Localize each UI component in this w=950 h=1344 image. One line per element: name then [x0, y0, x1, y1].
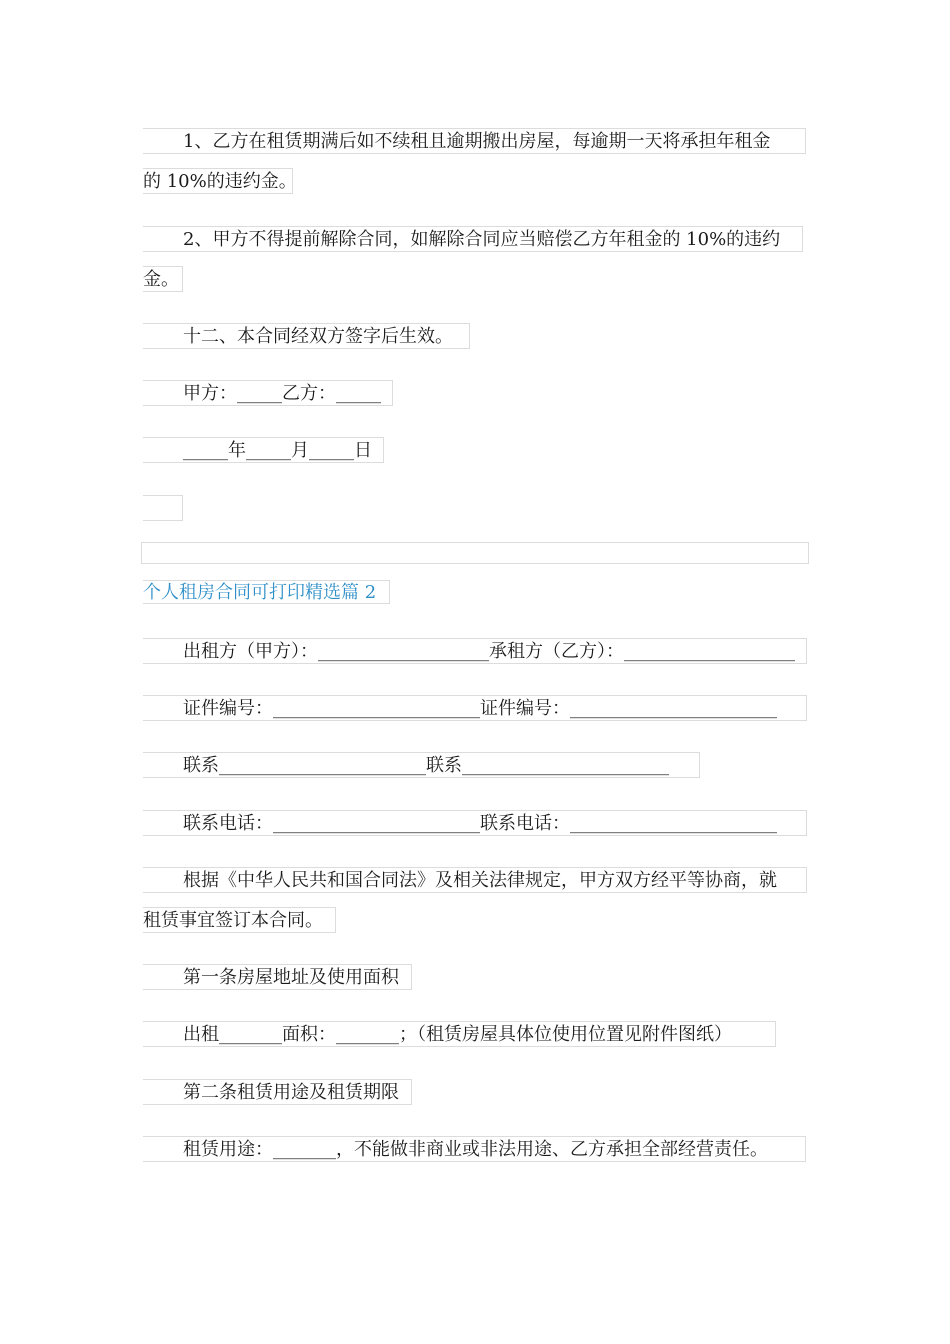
clause-11-1-line-2: 的 10%的违约金。 — [143, 168, 293, 194]
parties-line: 出租方（甲方）：___________________承租方（乙方）：___________________ — [143, 638, 807, 664]
article-1-heading: 第一条房屋地址及使用面积 — [143, 964, 412, 990]
rental-area-line: 出租_______面积：_______；（租赁房屋具体位使用位置见附件图纸） — [143, 1021, 776, 1047]
clause-11-2-line-1: 2、甲方不得提前解除合同，如解除合同应当赔偿乙方年租金的 10%的违约 — [143, 226, 803, 252]
rental-use-line: 租赁用途：_______，不能做非商业或非法用途、乙方承担全部经营责任。 — [143, 1136, 806, 1162]
phone-line: 联系电话：_______________________联系电话：_______________________ — [143, 810, 807, 836]
clause-11-2-line-2: 金。 — [143, 266, 183, 292]
preamble-line-2: 租赁事宜签订本合同。 — [143, 907, 336, 933]
date-line: _____年_____月_____日 — [143, 437, 384, 463]
clause-11-1-line-1: 1、乙方在租赁期满后如不续租且逾期搬出房屋，每逾期一天将承担年租金 — [143, 128, 806, 154]
section-separator — [141, 542, 809, 564]
preamble-line-1: 根据《中华人民共和国合同法》及相关法律规定，甲方双方经平等协商，就 — [143, 867, 807, 893]
article-2-heading: 第二条租赁用途及租赁期限 — [143, 1079, 412, 1105]
contact-line: 联系_______________________联系_______________________ — [143, 752, 700, 778]
signature-line: 甲方：_____乙方：_____ — [143, 380, 393, 406]
clause-12: 十二、本合同经双方签字后生效。 — [143, 323, 470, 349]
id-number-line: 证件编号：_______________________证件编号：_______________________ — [143, 695, 807, 721]
empty-line — [143, 495, 183, 521]
section-2-title[interactable]: 个人租房合同可打印精选篇 2 — [143, 580, 390, 604]
